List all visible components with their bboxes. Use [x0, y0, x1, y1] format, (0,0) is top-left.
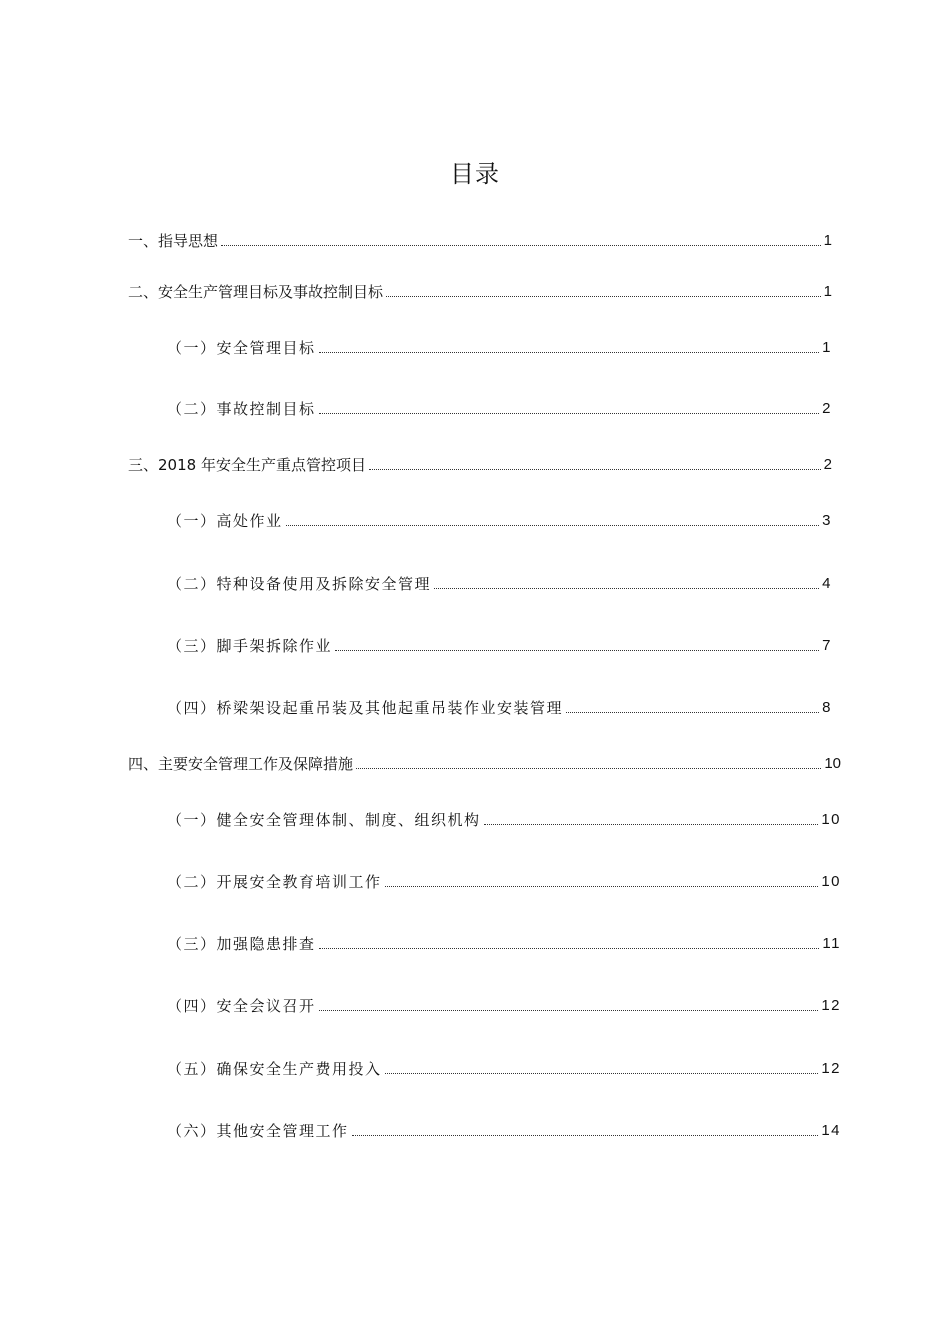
toc-entry-page: 2	[822, 400, 832, 417]
toc-entry-page: 11	[822, 935, 841, 952]
toc-entry-label: （五）确保安全生产费用投入	[167, 1060, 382, 1078]
toc-entry[interactable]	[167, 634, 832, 656]
toc-leader	[319, 351, 820, 353]
toc-entry[interactable]	[167, 1119, 841, 1141]
toc-leader	[356, 767, 821, 769]
toc-entry-page: 8	[822, 699, 832, 716]
toc-entry[interactable]	[128, 752, 841, 774]
toc-leader	[319, 1009, 819, 1011]
toc-leader	[335, 649, 819, 651]
toc-entry-label: （二）特种设备使用及拆除安全管理	[167, 575, 432, 593]
toc-entry-label: （二）开展安全教育培训工作	[167, 873, 382, 891]
toc-entry[interactable]	[128, 280, 832, 302]
toc-entry-label: 一、指导思想	[128, 232, 219, 250]
toc-entry-page: 1	[823, 283, 832, 300]
toc-leader	[286, 524, 820, 526]
toc-entry-label: （六）其他安全管理工作	[167, 1122, 349, 1140]
toc-entry[interactable]	[167, 808, 841, 830]
toc-leader	[484, 823, 819, 825]
toc-entry-label: （四）安全会议召开	[167, 997, 316, 1015]
toc-entry-label: （一）高处作业	[167, 512, 283, 530]
toc-leader	[352, 1134, 819, 1136]
toc-entry-page: 10	[821, 811, 841, 828]
toc-entry-label: （四）桥梁架设起重吊装及其他起重吊装作业安装管理	[167, 699, 564, 717]
toc-entry[interactable]	[167, 572, 832, 594]
toc-entry-label: 三、2018 年安全生产重点管控项目	[128, 456, 366, 474]
toc-leader	[434, 587, 819, 589]
toc-entry-label: （三）脚手架拆除作业	[167, 637, 333, 655]
toc-entry-page: 2	[823, 456, 832, 473]
toc-entry[interactable]	[167, 696, 832, 718]
toc-leader	[385, 1072, 819, 1074]
toc-entry[interactable]	[167, 336, 832, 358]
toc-leader	[369, 468, 821, 470]
toc-entry-label: （一）健全安全管理体制、制度、组织机构	[167, 811, 481, 829]
toc-entry-label: 四、主要安全管理工作及保障措施	[128, 755, 354, 773]
toc-entry-page: 12	[821, 1060, 841, 1077]
toc-entry[interactable]	[167, 870, 841, 892]
toc-entry-page: 12	[821, 997, 841, 1014]
toc-entry[interactable]	[167, 932, 841, 954]
toc-entry-page: 10	[824, 755, 841, 772]
toc-entry-page: 7	[822, 637, 832, 654]
toc-title: 目录	[450, 160, 500, 188]
toc-entry-page: 1	[823, 232, 832, 249]
toc-leader	[319, 412, 820, 414]
toc-entry-page: 4	[822, 575, 832, 592]
toc-entry[interactable]	[167, 509, 832, 531]
toc-entry-page: 14	[821, 1122, 841, 1139]
toc-leader	[221, 244, 821, 246]
toc-entry-label: （一）安全管理目标	[167, 339, 316, 357]
toc-entry-page: 1	[822, 339, 832, 356]
toc-entry[interactable]	[128, 229, 832, 251]
toc-entry-page: 10	[821, 873, 841, 890]
toc-entry[interactable]	[167, 397, 832, 419]
toc-entry-page: 3	[822, 512, 832, 529]
toc-leader	[386, 295, 821, 297]
toc-entry[interactable]	[128, 453, 832, 475]
toc-entry-label: 二、安全生产管理目标及事故控制目标	[128, 283, 384, 301]
toc-entry-label: （二）事故控制目标	[167, 400, 316, 418]
toc-leader	[566, 711, 819, 713]
toc-leader	[385, 885, 819, 887]
toc-leader	[319, 947, 820, 949]
toc-entry[interactable]	[167, 994, 841, 1016]
toc-entry-label: （三）加强隐患排查	[167, 935, 316, 953]
toc-entry[interactable]	[167, 1057, 841, 1079]
